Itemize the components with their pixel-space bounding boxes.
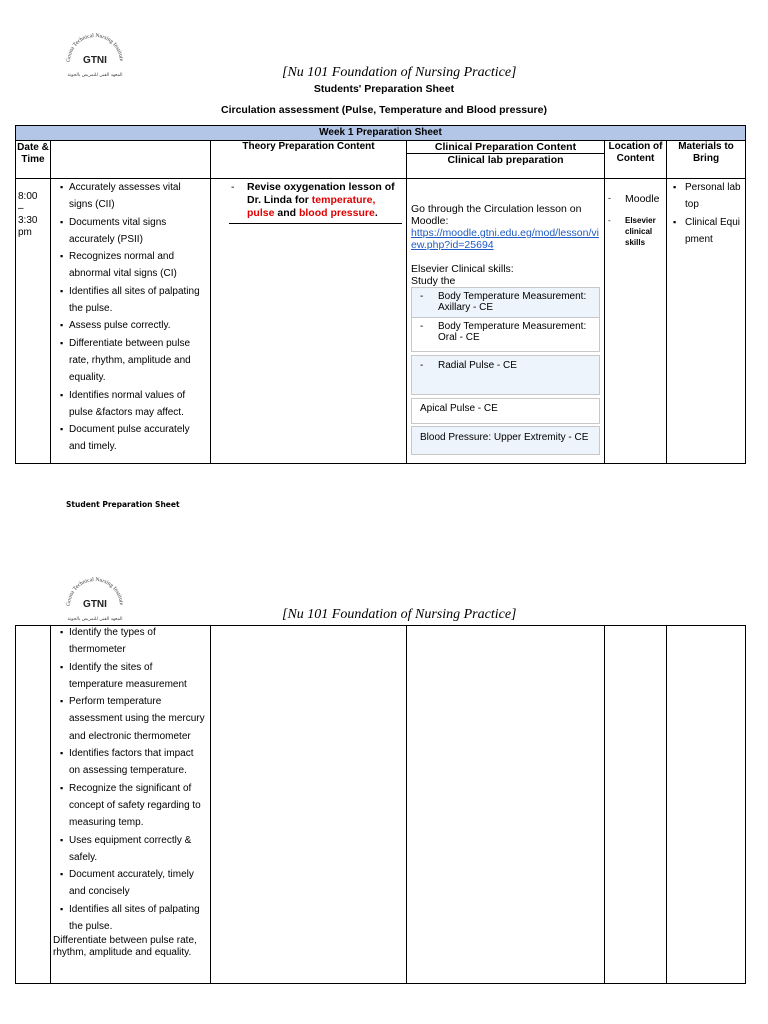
end-time: 3:30 pm (18, 215, 38, 238)
objectives-list-page2 (51, 624, 210, 935)
course-title: [Nu 101 Foundation of Nursing Practice] (282, 65, 517, 80)
objective-item: ▪ Identifies all sites of palpating the pulse. (51, 901, 210, 936)
objective-item: ▪ Identifies factors that impact on assessing temperature. (51, 745, 210, 780)
clinical-cell-page2 (407, 626, 605, 984)
skill-label: Body Temperature Measurement: Oral - CE (438, 321, 587, 343)
sheet-subtitle: Circulation assessment (Pulse, Temperature and Blood pressure) (221, 104, 547, 116)
objective-item: ▪ Identifies all sites of palpating the pulse. (51, 283, 210, 318)
theory-temperature: temperature, (311, 194, 376, 206)
objective-item: ▪ Identifies normal values of pulse &factors may affect. (51, 387, 210, 422)
skill-label: Apical Pulse - CE (420, 403, 498, 414)
materials-header: Materials to Bring (667, 141, 746, 179)
dash-icon: - (420, 291, 424, 302)
objective-item: ▪ Accurately assesses vital signs (CII) (51, 179, 210, 214)
objective-item: ▪ Recognizes normal and abnormal vital signs (CI) (51, 248, 210, 283)
location-label: Moodle (625, 193, 660, 205)
course-title-page2: [Nu 101 Foundation of Nursing Practice] (282, 607, 517, 622)
theory-pulse: pulse (247, 207, 275, 219)
logo-arc-text: Gouna Technical Nursing Institute (65, 32, 125, 63)
objective-item: ▪ Perform temperature assessment using the mercury and electronic thermometer (51, 693, 210, 745)
theory-and: and (274, 207, 299, 219)
skill-item-apical-pulse[interactable] (411, 398, 600, 424)
study-label: Study the (411, 275, 456, 287)
location-header: Location of Content (605, 141, 667, 179)
clinical-intro: Go through the Circulation lesson on Moodle: (411, 203, 582, 227)
objectives-list (51, 179, 210, 456)
logo-arabic: المعهد الفني للتمريض بالجونة (67, 73, 123, 78)
date-time-cell (16, 626, 51, 984)
location-moodle (605, 193, 666, 205)
objectives-header (51, 141, 211, 179)
materials-cell (667, 179, 746, 464)
skill-label: Body Temperature Measurement: Axillary - CE (438, 291, 587, 313)
dash-icon: - (420, 321, 424, 332)
skill-label: Blood Pressure: Upper Extremity - CE (420, 432, 589, 443)
sheet-title: Students' Preparation Sheet (313, 83, 455, 95)
objectives-cell (51, 179, 211, 464)
theory-content (229, 179, 402, 224)
theory-dash: - (231, 181, 235, 193)
dash-icon: - (420, 360, 424, 371)
skill-label: Radial Pulse - CE (438, 360, 517, 371)
moodle-link[interactable]: https://moodle.gtni.edu.eg/mod/lesson/view.php?id=25694 (411, 227, 599, 251)
clinical-cell (407, 179, 605, 464)
theory-period: . (374, 207, 378, 219)
logo-arc-text: Gouna Technical Nursing Institute (65, 576, 125, 607)
elsevier-label: Elsevier Clinical skills: (411, 263, 514, 275)
location-cell-page2 (605, 626, 667, 984)
page-footer: Student Preparation Sheet (66, 500, 180, 509)
location-label: Elsevier clinical skills (625, 216, 656, 247)
logo-arabic: المعهد الفني للتمريض بالجونة (67, 617, 123, 622)
materials-cell-page2 (667, 626, 746, 984)
theory-cell-page2 (211, 626, 407, 984)
material-item: ▪ Clinical Equipment (667, 214, 745, 249)
start-time: 8:00 (18, 191, 38, 202)
time-dash: – (18, 203, 24, 214)
clinical-header-label: Clinical Preparation Content (434, 141, 577, 153)
week-header: Week 1 Preparation Sheet (16, 126, 746, 141)
gtni-logo (62, 32, 128, 82)
materials-list (667, 179, 745, 248)
skill-item-axillary[interactable] (411, 287, 600, 318)
location-elsevier (605, 215, 666, 248)
material-item: ▪ Personal lab top (667, 179, 745, 214)
preparation-table (15, 125, 746, 464)
location-cell (605, 179, 667, 464)
dash-icon: - (608, 216, 611, 225)
skill-item-radial-pulse[interactable] (411, 355, 600, 395)
objective-item: ▪ Recognize the significant of concept of safety regarding to measuring temp. (51, 780, 210, 832)
gtni-logo-page2 (62, 576, 128, 626)
objective-item: ▪ Document pulse accurately and timely. (51, 421, 210, 456)
objective-item: ▪ Differentiate between pulse rate, rhythm, amplitude and equality. (51, 335, 210, 387)
clinical-subheader-label: Clinical lab preparation (407, 153, 604, 167)
logo-abbr: GTNI (83, 599, 107, 610)
objective-item: ▪ Document accurately, timely and concisely (51, 866, 210, 901)
objectives-cell-page2 (51, 626, 211, 984)
theory-text: Revise oxygenation lesson of Dr. Linda for (247, 181, 395, 206)
objective-item: ▪ Uses equipment correctly & safely. (51, 832, 210, 867)
logo-abbr: GTNI (83, 55, 107, 66)
objective-item: ▪ Identify the types of thermometer (51, 624, 210, 659)
theory-blood-pressure: blood pressure (298, 207, 375, 219)
objective-item: ▪ Assess pulse correctly. (51, 317, 210, 334)
date-time-header: Date & Time (16, 141, 51, 179)
objective-item: ▪ Documents vital signs accurately (PSII) (51, 214, 210, 249)
skill-item-oral[interactable] (411, 318, 600, 352)
theory-cell (211, 179, 407, 464)
objective-item: ▪ Identify the sites of temperature measurement (51, 659, 210, 694)
date-time-cell (16, 179, 51, 464)
objective-tail-text: Differentiate between pulse rate, rhythm, amplitude and equality. (53, 935, 197, 958)
skill-item-blood-pressure[interactable] (411, 426, 600, 455)
preparation-table-page2 (15, 625, 746, 984)
clinical-header (407, 141, 605, 179)
theory-header: Theory Preparation Content (211, 141, 407, 179)
dash-icon: - (608, 193, 611, 203)
